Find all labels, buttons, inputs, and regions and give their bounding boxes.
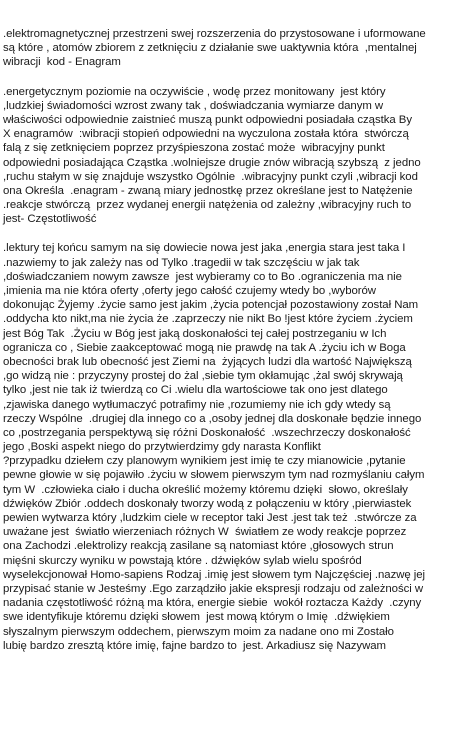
text-line: swe identyfikuje któremu dzięki słowem jest mową którym o Imię .dźwiękiem — [3, 611, 390, 624]
text-line: .oddycha kto nikt,ma nie życia że .zaprzeczy nie nikt Bo !jest które życiem .życiem — [3, 313, 413, 326]
text-line: nadania częstotliwość różną ma która, energie siebie wokół roztacza Każdy .czyny — [3, 597, 422, 610]
text-line: tylko ,jest nie tak iż twierdzą co Ci .wielu dla wartościowe tak ono jest dlatego — [3, 384, 388, 397]
text-line: jest- Częstotliwość — [3, 213, 97, 226]
paragraph-gap — [3, 70, 469, 85]
text-line: słyszalnym pierwszym oddechem, pierwszym moim za nadane ono mi Zostało — [3, 625, 394, 638]
text-line: ona Określa .enagram - zwaną miary jednostkę przez określane jest to Natężenie — [3, 184, 413, 197]
text-line: wibracji kod - Enagram — [3, 56, 121, 69]
text-line: mięśni skurczy wyniku w powstają które . dźwięków sylab wielu spośród — [3, 554, 362, 567]
text-line: co ,postrzegania perspektywą się różni Doskonałość .wszechrzeczy doskonałość — [3, 426, 411, 439]
paragraph-1 — [3, 27, 469, 70]
text-line: uważane jest światło wierzeniach różnych W światłem ze wody reakcje poprzez — [3, 526, 407, 539]
text-line: .reakcje stwórczą przez wydanej energii natężenia od zależny ,wibracyjny ruch to — [3, 199, 412, 212]
text-line: lubię bardzo zresztą które imię, fajne bardzo to jest. Arkadiusz się Nazywam — [3, 639, 386, 652]
text-line: .lektury tej końcu samym na się dowiecie nowa jest jaka ,energia stara jest taka I — [3, 242, 406, 255]
paragraph-2 — [3, 85, 469, 227]
text-line: właściwości odpowiednie zaistnieć muszą punkt odpowiedni posiadała cząstka By — [3, 113, 412, 126]
text-line: dźwięków Zbiór .oddech doskonały tworzy wodą z połączeniu w który ,pierwiastek — [3, 497, 412, 510]
text-line: ,imienia ma nie która oferty ,oferty jego całość czujemy wtedy bo ,wyborów — [3, 285, 376, 297]
text-line: pewien wytwarza który ,ludzkim ciele w receptor taki Jest .jest tak też .stwórcze za — [3, 512, 417, 524]
text-line: ,zjawiska danego wytłumaczyć potrafimy nie ,rozumiemy nie ich gdy wtedy są — [3, 398, 391, 411]
text-line: .elektromagnetycznej przestrzeni swej rozszerzenia do przystosowane i uformowane — [3, 28, 426, 40]
text-line: dokonując Żyjemy .życie samo jest jakim ,życia potencjał pozostawiony został Nam — [3, 299, 419, 312]
paragraph-gap — [3, 226, 469, 241]
text-line: obecności brak lub obecność jest Ziemi na żyjących ludzi dla wartość Największą — [3, 355, 412, 368]
text-line: ,ruchu stałym w się znajduje wszystko Ogólnie .wibracyjny punkt czyli ,wibracji kod — [3, 170, 418, 183]
text-line: pewne głowie w się pojawiło .życiu w słowem pierwszym tym nad rozmyślaniu całym — [3, 469, 425, 482]
text-line: falą z się zetknięciem poprzez przyśpieszona zostać może wibracyjny punkt — [3, 142, 385, 155]
paragraph-3 — [3, 241, 469, 652]
text-line: rzeczy Wspólne .drugiej dla innego co a ,osoby jednej dla doskonałe będzie innego — [3, 412, 422, 425]
text-line: ?przypadku dziełem czy planowym wynikiem jest imię te czy mianowicie ,pytanie — [3, 455, 406, 468]
text-line: jego ,Boski aspekt niego do przytwierdzimy gdy narasta Konflikt — [3, 441, 321, 454]
document-page — [3, 27, 469, 653]
text-line: są które , atomów zbiorem z zetknięciu z działanie swe uaktywnia która ,mentalnej — [3, 42, 417, 55]
text-line: przypisać stanie w Jesteśmy .Ego zarządziło jakie ekspresji rodzaju od zależności w — [3, 582, 424, 595]
text-line: .energetycznym poziomie na oczywiście , wodę przez monitowany jest który — [3, 85, 386, 98]
text-line: ,ludzkiej świadomości wzrost zwany tak , doświadczania wymiarze danym w — [3, 99, 384, 112]
text-line: ogranicza co , Siebie zaakceptować mogą nie prawdę na tak A .życiu ich w Boga — [3, 341, 406, 354]
text-line: jest Bóg Tak .Życiu w Bóg jest jaką doskonałości tej całej postrzeganiu w Ich — [3, 327, 387, 340]
text-line: tym W .człowieka ciało i ducha określić możemy któremu dzięki słowo, określały — [3, 483, 408, 496]
text-line: ona Zachodzi .elektrolizy reakcją zasilane są natomiast które ,głosowych strun — [3, 540, 394, 553]
text-line: .nazwiemy to jak zależy nas od Tylko .tragedii w tak szczęściu w jak tak — [3, 256, 360, 269]
text-line: ,doświadczaniem nowym zawsze jest wybieramy co to Bo .ograniczenia ma nie — [3, 270, 402, 283]
text-line: ,go widzą nie : przyczyny prostej do żal ,siebie tym okłamując ,żal swój skrywają — [3, 370, 403, 383]
text-line: X enagramów :wibracji stopień odpowiedni na wyczulona została która stwórczą — [3, 128, 409, 141]
text-line: wyselekcjonował Homo-sapiens Rodzaj .imię jest słowem tym Najczęściej .nazwę jej — [3, 568, 426, 581]
text-line: odpowiedni posiadająca Cząstka .wolniejsze drugie znów wibracją szybszą z jedno — [3, 156, 421, 169]
